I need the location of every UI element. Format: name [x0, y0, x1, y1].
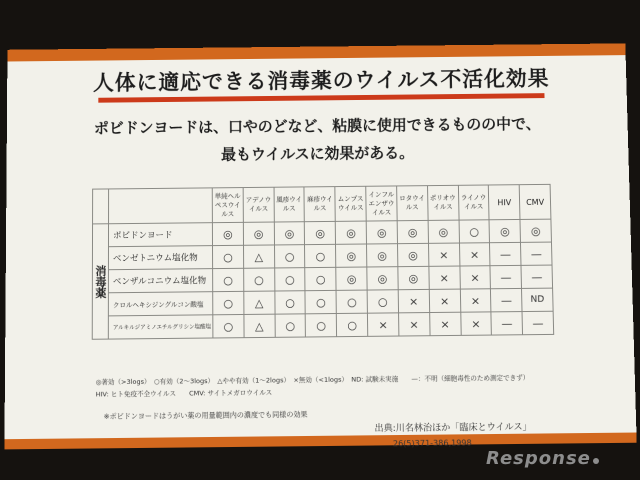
legend-line-1: ◎著効（>3logs） ○有効（2〜3logs） △やや有効（1〜2logs） ×無効（<1logs） ND: 試験未実施 —：不明（細胞毒性のため測定できず）: [95, 373, 530, 387]
table-cell: ×: [460, 289, 491, 312]
table-cell: △: [244, 291, 275, 314]
table-cell: ×: [398, 313, 429, 337]
table-cell: ◎: [305, 221, 336, 244]
table-cell: ○: [213, 245, 244, 268]
table-row: [92, 311, 553, 339]
table-cell: ×: [459, 243, 490, 266]
table-cell: ◎: [212, 222, 243, 245]
table-cell: ◎: [367, 244, 398, 267]
table-cell: ○: [274, 245, 305, 268]
row-label: ポビドンヨード: [108, 223, 212, 247]
source-citation-detail: 26(5)371-386,1998: [392, 438, 472, 449]
table-cell: ×: [429, 289, 460, 312]
table-cell: —: [490, 265, 521, 288]
table-cell: ◎: [397, 220, 428, 243]
table-cell: —: [521, 265, 552, 288]
slide-subtitle-line1: ポビドンヨードは、口やのどなど、粘膜に使用できるものの中で、: [93, 114, 541, 138]
table-cell: —: [522, 311, 554, 335]
table-cell: ×: [429, 312, 460, 336]
table-cell: ◎: [367, 267, 398, 290]
table-cell: ○: [243, 268, 274, 291]
column-header: 麻疹ウイルス: [304, 187, 335, 222]
table-cell: ◎: [336, 267, 367, 290]
column-header: 単純ヘルペスウイルス: [212, 188, 243, 223]
table-cell: ◎: [398, 266, 429, 289]
table-cell: ○: [336, 290, 367, 313]
table-cell: △: [244, 314, 275, 338]
watermark-text: Response: [486, 448, 591, 469]
column-header: ポリオウイルス: [427, 185, 458, 220]
side-label: 消毒薬: [92, 224, 108, 340]
column-header: 風疹ウイルス: [274, 187, 305, 222]
column-header: ムンプスウイルス: [335, 186, 366, 221]
table-cell: ×: [398, 289, 429, 312]
table-cell: ○: [213, 291, 244, 314]
table-cell: ×: [429, 266, 460, 289]
row-label: ベンゼトニウム塩化物: [108, 246, 212, 270]
table-cell: ○: [305, 267, 336, 290]
watermark-logo: [486, 448, 599, 469]
table-cell: ◎: [366, 221, 397, 244]
efficacy-table: [92, 184, 554, 340]
table-cell: ○: [274, 268, 305, 291]
row-label: クロルヘキシジングルコン酸塩: [108, 292, 212, 316]
column-header: HIV: [489, 185, 520, 220]
table-cell: —: [521, 242, 552, 265]
table-cell: ◎: [274, 222, 305, 245]
table-cell: ◎: [243, 222, 274, 245]
row-label: ベンザルコニウム塩化物: [108, 269, 212, 293]
table-cell: ×: [459, 266, 490, 289]
table-cell: ◎: [489, 219, 520, 242]
table-cell: —: [491, 312, 522, 336]
footnote: ※ポビドンヨードはうがい薬の用量範囲内の濃度でも同様の効果: [103, 410, 308, 421]
header-corner: [93, 189, 109, 224]
table-cell: ○: [367, 290, 398, 313]
table-cell: ○: [274, 291, 305, 314]
column-header: アデノウイルス: [243, 187, 274, 222]
table-cell: ○: [305, 244, 336, 267]
table-cell: ○: [459, 220, 490, 243]
column-header: ロタウイルス: [397, 186, 428, 221]
table-cell: —: [491, 288, 522, 311]
table-cell: ◎: [520, 219, 551, 242]
table-cell: ×: [428, 243, 459, 266]
presentation-slide: [4, 43, 636, 449]
legend-line-2: HIV: ヒト免疫不全ウイルス CMV: サイトメガロウイルス: [95, 388, 273, 399]
table-cell: ◎: [336, 244, 367, 267]
table-cell: ○: [337, 313, 368, 337]
row-label: アルキルジアミノエチルグリシン塩酸塩: [108, 315, 213, 339]
table-cell: ○: [305, 290, 336, 313]
table-cell: ○: [213, 314, 244, 338]
slide-subtitle-line2: 最もウイルスに効果がある。: [220, 143, 415, 164]
table-cell: ND: [522, 288, 554, 311]
table-cell: —: [490, 242, 521, 265]
column-header: CMV: [519, 184, 551, 219]
column-header: インフルエンザウイルス: [366, 186, 397, 221]
table-cell: ◎: [397, 243, 428, 266]
header-corner-2: [109, 188, 213, 224]
table-cell: △: [243, 245, 274, 268]
table-cell: ○: [275, 314, 306, 338]
table-cell: ○: [213, 268, 244, 291]
table-cell: ×: [460, 312, 491, 336]
table-cell: ×: [367, 313, 398, 337]
watermark-dot-icon: [593, 458, 599, 464]
table-cell: ○: [306, 314, 337, 338]
slide-title: 人体に適応できる消毒薬のウイルス不活化効果: [98, 62, 544, 103]
table-cell: ◎: [428, 220, 459, 243]
column-header: ライノウイルス: [458, 185, 489, 220]
table-header-row: [93, 184, 551, 224]
table-cell: ◎: [335, 221, 366, 244]
source-citation: 出典:川名林治ほか「臨床とウイルス」: [374, 422, 532, 435]
